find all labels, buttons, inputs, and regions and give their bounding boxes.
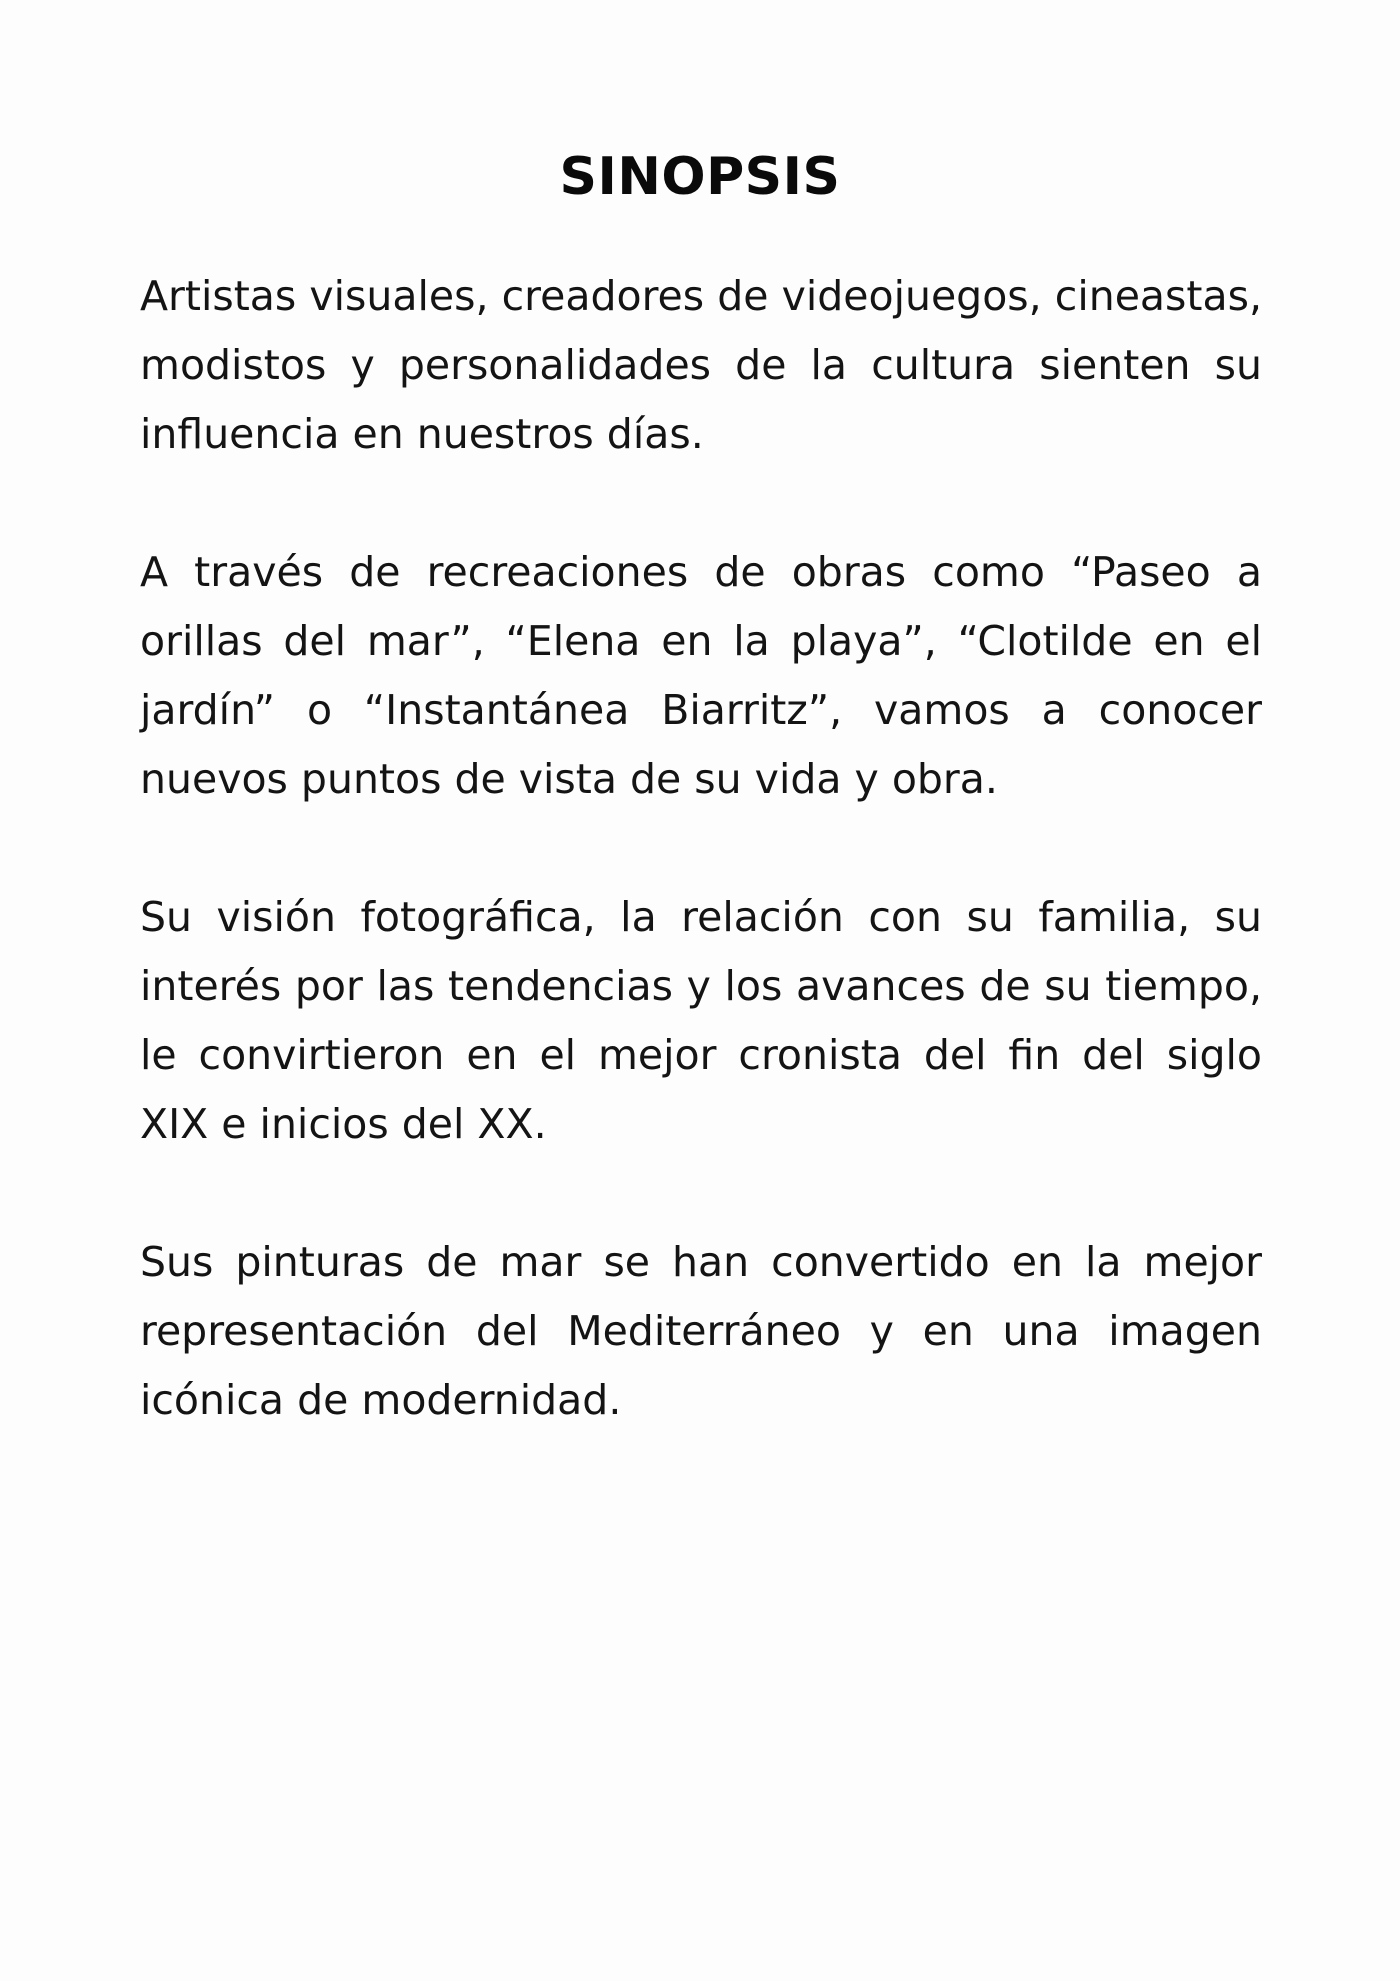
paragraph-1: Artistas visuales, creadores de videojuegos, cineastas, modistos y personalidades de la cultura sienten su influencia en nuestros días. bbox=[140, 272, 1262, 458]
paragraph-4: Sus pinturas de mar se han convertido en la mejor representación del Mediterráneo y en una imagen icónica de modernidad. bbox=[140, 1238, 1262, 1424]
synopsis-body bbox=[140, 262, 1262, 1504]
paragraph-2: A través de recreaciones de obras como “Paseo a orillas del mar”, “Elena en la playa”, “Clotilde en el jardín” o “Instantánea Biarritz”, vamos a conocer nuevos puntos de vista de su vida y obra. bbox=[140, 548, 1262, 803]
paragraph-3: Su visión fotográfica, la relación con su familia, su interés por las tendencias y los avances de su tiempo, le convirtieron en el mejor cronista del fin del siglo XIX e inicios del XX. bbox=[140, 893, 1262, 1148]
page-title: SINOPSIS bbox=[559, 147, 841, 207]
